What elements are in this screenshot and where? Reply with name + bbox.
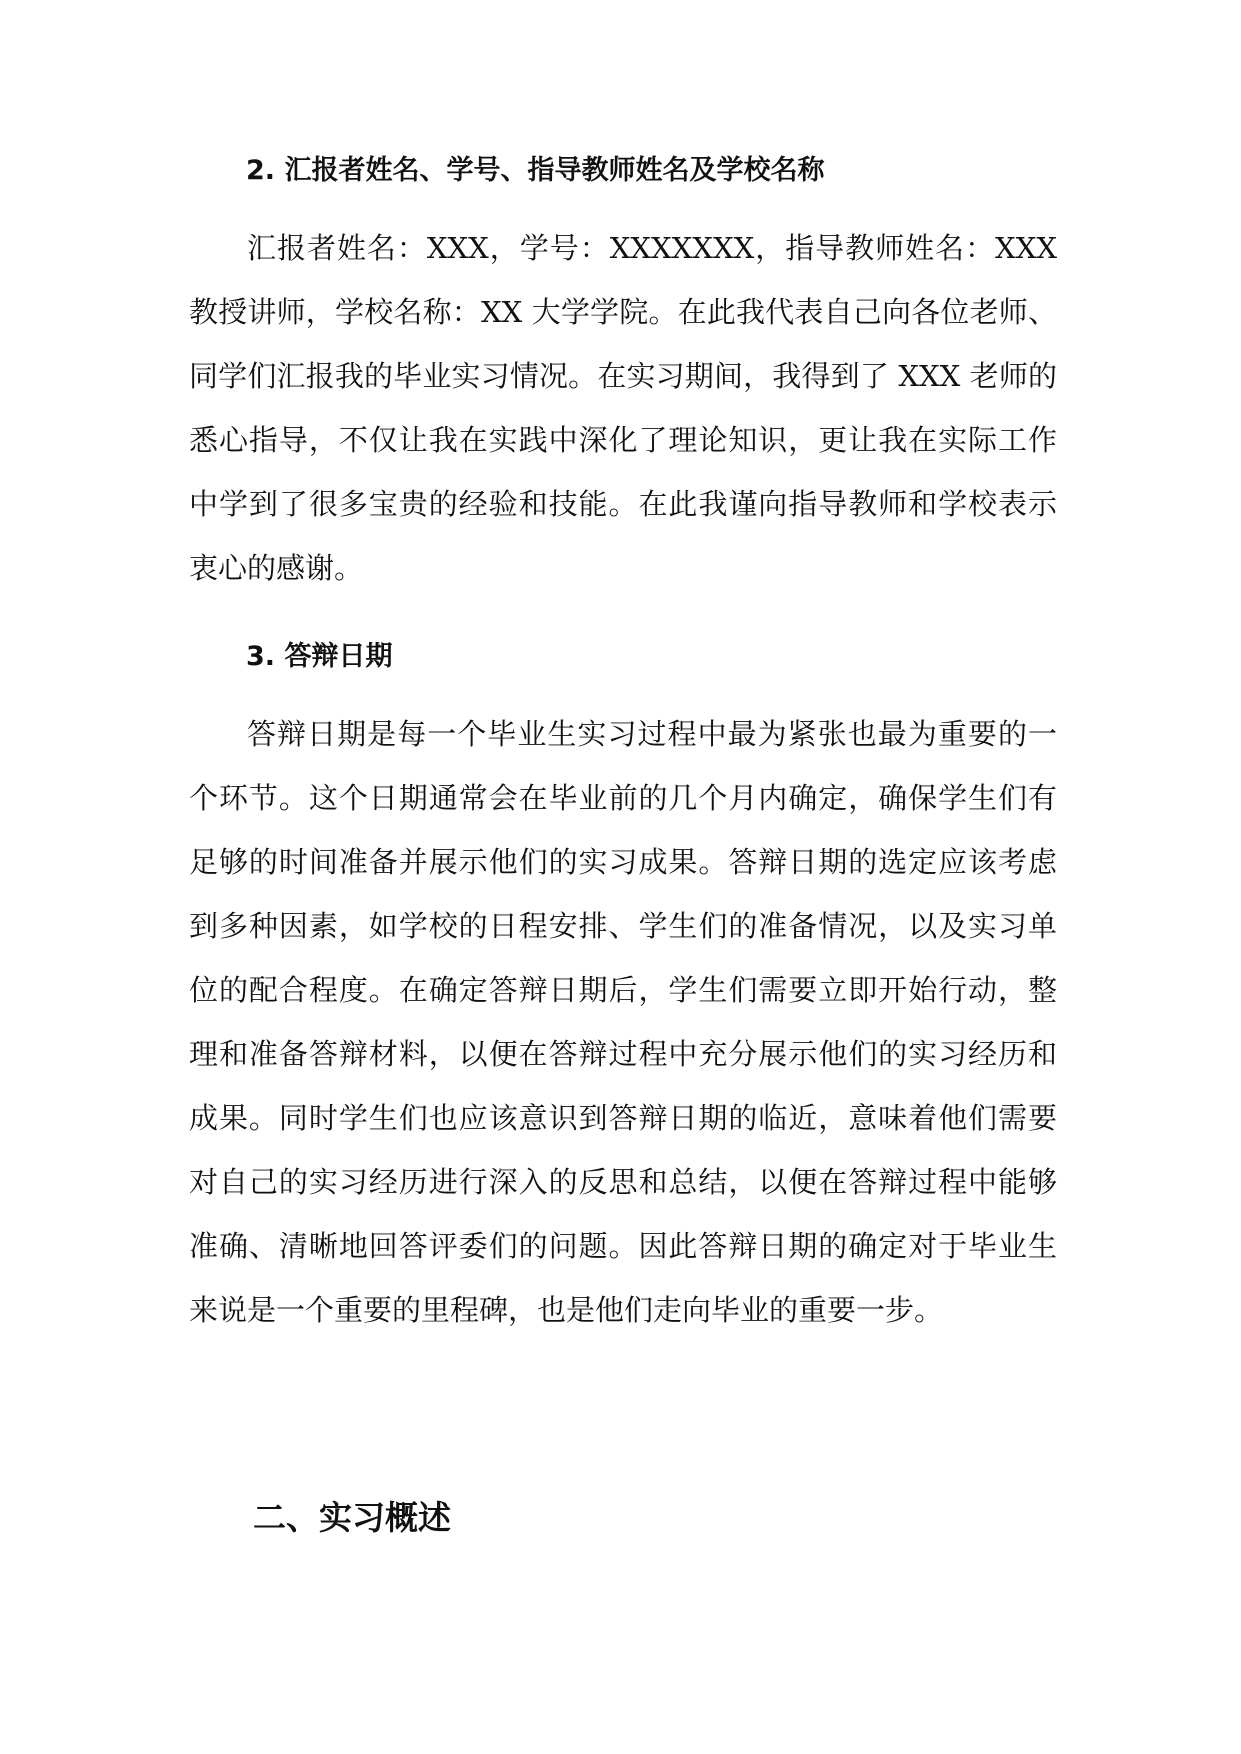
section-heading-defense-date: 3. 答辩日期 [246,641,393,672]
paragraph-defense-date: 答辩日期是每一个毕业生实习过程中最为紧张也最为重要的一个环节。这个日期通常会在毕业前的几个月内确定，确保学生们有足够的时间准备并展示他们的实习成果。答辩日期的选定应该考虑到多种因素，如学校的日程安排、学生们的准备情况，以及实习单位的配合程度。在确定答辩日期后，学生们需要立即开始行动，整理和准备答辩材料，以便在答辩过程中充分展示他们的实习经历和成果。同时学生们也应该意识到答辩日期的临近，意味着他们需要对自己的实习经历进行深入的反思和总结，以便在答辩过程中能够准确、清晰地回答评委们的问题。因此答辩日期的确定对于毕业生来说是一个重要的里程碑，也是他们走向毕业的重要一步。 [189,717,1057,1327]
chapter-heading-internship-overview: 二、实习概述 [253,1498,451,1537]
section-heading-reporter-info: 2. 汇报者姓名、学号、指导教师姓名及学校名称 [246,155,825,186]
paragraph-reporter-info: 汇报者姓名：XXX，学号：XXXXXXX，指导教师姓名：XXX 教授讲师，学校名称：XX 大学学院。在此我代表自己向各位老师、同学们汇报我的毕业实习情况。在实习期间，我得到了 XXX 老师的悉心指导，不仅让我在实践中深化了理论知识，更让我在实际工作中学到了很多宝贵的经验和技能。在此我谨向指导教师和学校表示衷心的感谢。 [189,231,1057,585]
